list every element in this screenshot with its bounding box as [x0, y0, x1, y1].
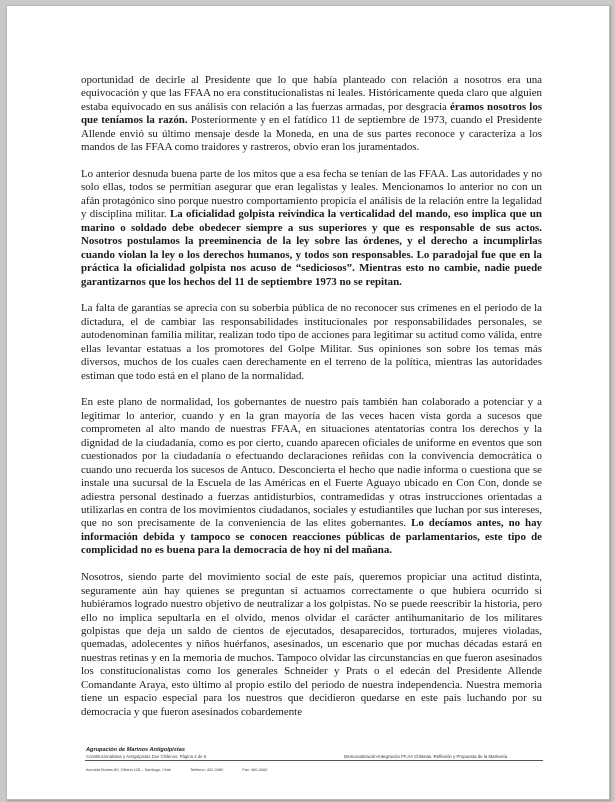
- paragraph-4-bold: Lo decíamos antes, no hay información debida y tampoco se conocen reacciones públicas de parlamentarios, este tipo de complicidad no es buena para la democracia de hoy ni del mañana.: [81, 517, 542, 557]
- paragraph-2: [81, 168, 542, 289]
- footer-address: Avenida Bulnes 80, Oficina 128 – Santiago, Chile: [86, 767, 171, 772]
- paragraph-1-bold: éramos nosotros los que teníamos la razón.: [81, 100, 543, 127]
- paragraph-4: [81, 396, 542, 557]
- paragraph-2-text: Lo anterior desnuda buena parte de los mitos que a esa fecha se tenían de las FFAA. Las autoridades y no solo ellas, todos se permitían asegurar que eran legalistas y leales. Mencionamos lo anterior no con un afán protagónico sino porque nuestro comportamiento propicia el análisis de la relación entre la legalidad y disciplina militar.: [81, 168, 542, 221]
- paragraph-1: [81, 74, 542, 155]
- page-footer: [7, 747, 609, 792]
- paragraph-3-text: La falta de garantías se aprecia con su soberbia pública de no reconocer sus crímenes en el periodo de la dictadura, el de cambiar las responsabilidades institucionales por responsabilidades personales, se autodenominan familia militar, realizan todo tipo de acciones para legitimar su actitud como válida, entre ellas levantar estatuas a los promotores del Golpe Militar. Sus opiniones son sobre los temas más diversos, muchos de los cuales caen derechamente en el terreno de la política, mientras las autoridades estiman que todo está en el plano de la normalidad.: [81, 302, 542, 382]
- footer-document-title: Democratización-Integración FF.AA Chilenas. Reflexión y Propuesta de la Marinería: [344, 754, 508, 759]
- paragraph-3: [81, 302, 542, 383]
- document-page: [6, 5, 610, 800]
- document-body: [81, 74, 542, 732]
- footer-fax: Fax: 480-0062: [242, 767, 268, 772]
- paragraph-5: [81, 571, 542, 719]
- paragraph-2-bold: La oficialidad golpista reivindica la verticalidad del mando, eso implica que un marino o soldado debe obedecer siempre a sus superiores y que es responsable de sus actos. Nosotros postulamos la preeminencia de la ley sobre las órdenes, y el derecho a incumplirlas cuando violan la ley o los derechos humanos, y todos son responsables. Lo paradojal fue que en la práctica la oficialidad golpista nos acuso de “sediciosos”. Mientras esto no cambie, nadie puede garantizarnos que los hechos del 11 de septiembre 1973 no se repitan.: [81, 208, 542, 288]
- footer-subtitle: Constitucionalistas y Antigolpistas Dos Chilenos. Página 4 de 6: [86, 754, 207, 759]
- footer-phone: Teléfono: 422-0480: [189, 767, 224, 772]
- footer-organization: Agrupación de Marinos Antigolpistas: [86, 747, 185, 753]
- paragraph-5-text: Nosotros, siendo parte del movimiento social de este país, queremos propiciar una actitud distinta, seguramente aún hay quienes se preguntan si actuamos correctamente o que hubiera ocurrido si hubiéramos logrado nuestro objetivo de neutralizar a los golpistas. No se puede reescribir la historia, pero ello no implica sepultarla en el olvido, menos olvidar el carácter antihumanitario de los militares golpistas que deja un saldo de cientos de ejecutados, desaparecidos, torturados, mujeres violadas, quemadas, adolecentes y niños huérfanos, asesinados, un escenario que por muchas décadas estará en nuestras retinas y en la memoria de muchos. Tampoco olvidar las circunstancias en que fueron asesinados los constitucionalistas como los generales Schneider y Prats o el edecán del Presidente Allende Comandante Araya, esto último al propio estilo del periodo de nuestra independencia. Nuestra memoria tiene un espacio especial para los nuestros que decidieron quedarse en este país luchando por su democracia y que fueron asesinados cobardemente: [81, 571, 542, 718]
- footer-contact: [86, 767, 546, 772]
- footer-divider: [85, 760, 543, 761]
- paragraph-1-text-2: Posteriormente y en el fatídico 11 de septiembre de 1973, cuando el Presidente Allende envió su último mensaje desde la Moneda, en una de sus partes reconoce y caracteriza a los mandos de las FFAA como traidores y rastreros, obvio eran los juramentados.: [81, 114, 542, 154]
- paragraph-4-text: En este plano de normalidad, los gobernantes de nuestro país también han colaborado a potenciar y a legitimar lo anterior, cuando y en la gran mayoría de las veces hacen vista gorda a sucesos que comprometen al alto mando de nuestras FFAA, en situaciones atentatorias contra los derechos y la dignidad de la ciudadanía, como es por cierto, cuando aparecen oficiales de uniforme en eventos que son cuestionados por la ciudadanía o efectuando declaraciones reñidas con la convivencia democrática o cuando uno recuerda los sucesos de Antuco. Desconcierta el hecho que nadie informa o cuestiona que se instale una sucursal de la Escuela de las Américas en el Fuerte Aguayo ubicado en Con Con, donde se adiestra personal destinado a fuerzas antidisturbios, contramedidas y otras instrucciones orientadas a utilizarlas en contra de los movimientos ciudadanos, sociales y estudiantiles que luchan por sus intereses, que no son precisamente de la conveniencia de las elites gobernantes.: [81, 396, 542, 530]
- paragraph-1-text: oportunidad de decirle al Presidente que lo que había planteado con relación a nosotros era una equivocación y que las FFAA no era constitucionalistas ni leales. Históricamente queda claro que alguien estaba equivocado en sus análisis con relación a las fuerzas armadas, por desgracia: [81, 74, 542, 113]
